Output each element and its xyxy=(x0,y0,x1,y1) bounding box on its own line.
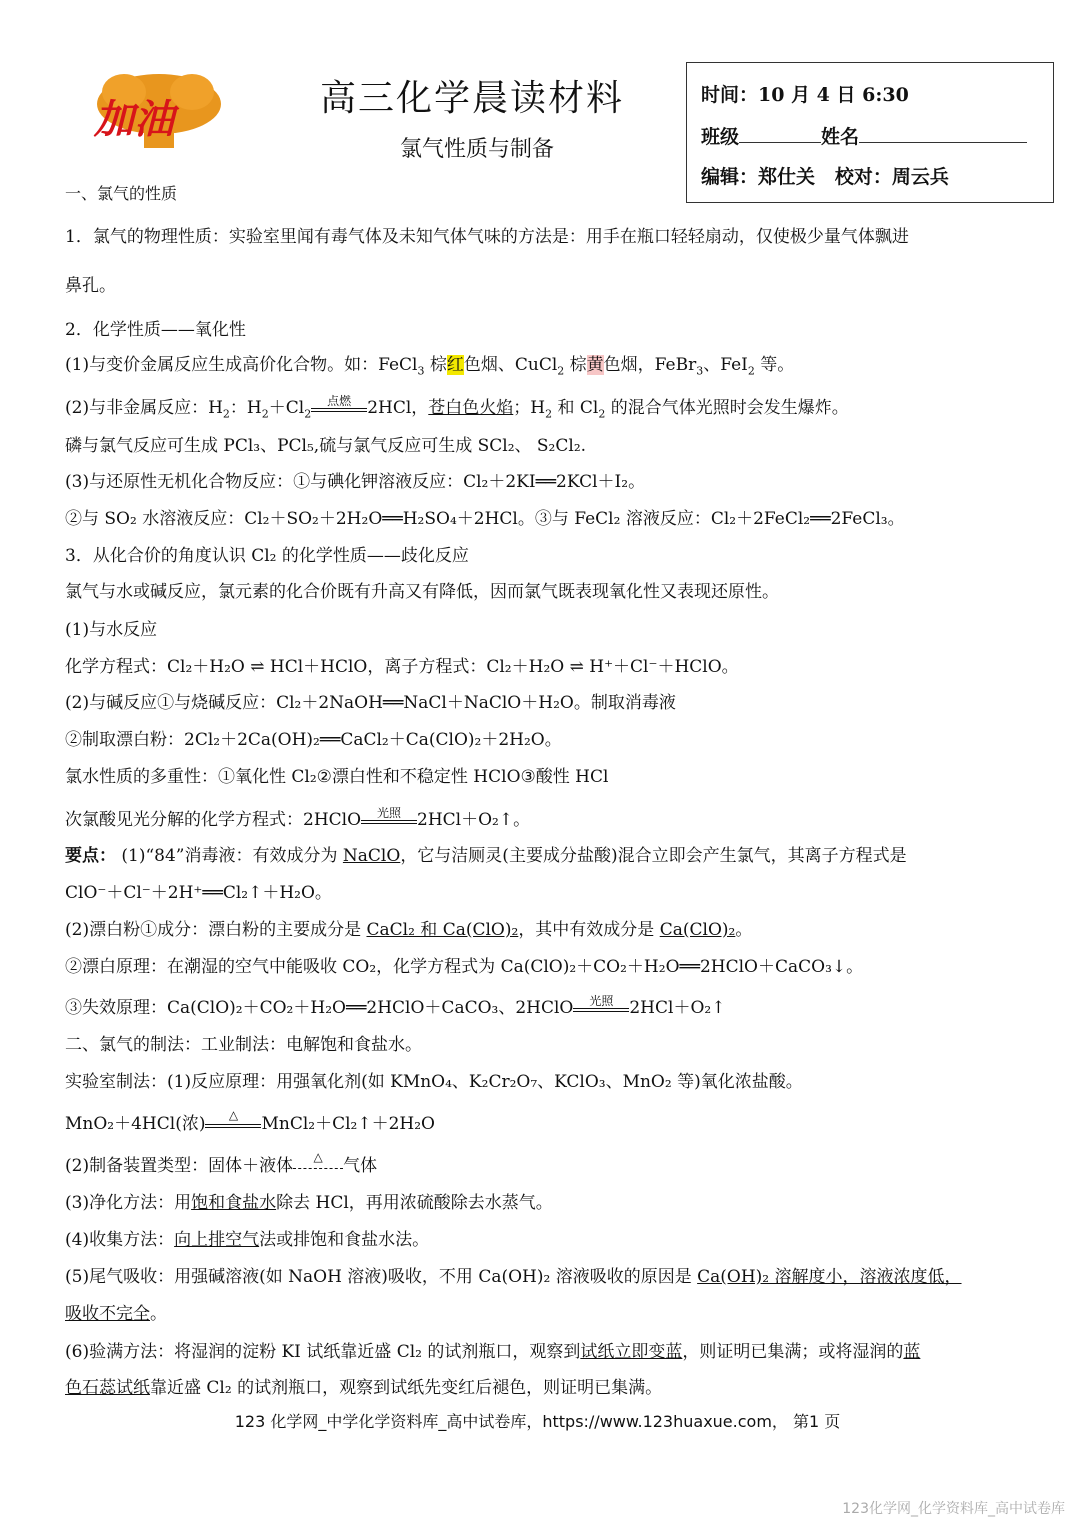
text: (3)净化方法：用 xyxy=(65,1193,192,1213)
text: MnCl₂＋Cl₂↑＋2H₂O xyxy=(261,1114,435,1134)
condition: 光照 xyxy=(589,993,614,1008)
paragraph xyxy=(65,1151,377,1176)
paragraph xyxy=(65,1337,920,1362)
paragraph: 实验室制法：(1)反应原理：用强氧化剂(如 KMnO₄、K₂Cr₂O₇、KClO₃、MnO₂ 等)氧化浓盐酸。 xyxy=(65,1072,803,1092)
highlight: 红 xyxy=(446,355,464,375)
text: (2)与非金属反应：H xyxy=(65,398,223,418)
underlined-text: CaCl₂ 和 Ca(ClO)₂ xyxy=(366,920,519,940)
time-label: 时间： xyxy=(701,84,759,106)
text: 色烟、CuCl xyxy=(463,355,558,375)
editor-row xyxy=(701,157,1039,198)
text: 靠近盛 Cl₂ 的试剂瓶口，观察到试纸先变红后褪色，则证明已集满。 xyxy=(150,1378,663,1398)
text: 2HCl， xyxy=(367,398,429,418)
reaction-arrow xyxy=(293,1150,343,1169)
paragraph: 鼻孔。 xyxy=(65,276,116,296)
watermark: 123化学网_化学资料库_高中试卷库 xyxy=(842,1501,1065,1517)
condition: △ xyxy=(228,1107,239,1122)
paragraph: 磷与氯气反应可生成 PCl₃、PCl₅,硫与氯气反应可生成 SCl₂、 S₂Cl₂. xyxy=(65,436,587,456)
text: 2HCl＋O₂↑。 xyxy=(417,810,531,830)
text: 次氯酸见光分解的化学方程式：2HClO xyxy=(65,810,362,830)
paragraph: (2)与碱反应①与烧碱反应：Cl₂＋2NaOH══NaCl＋NaClO＋H₂O。制取消毒液 xyxy=(65,693,676,713)
text: (4)收集方法： xyxy=(65,1230,175,1250)
condition: △ xyxy=(313,1150,323,1164)
paragraph xyxy=(65,1262,962,1287)
page-footer: 123 化学网_中学化学资料库_高中试卷库，https://www.123huaxue.com， 第1 页 xyxy=(234,1412,841,1431)
paragraph: 化学方程式：Cl₂＋H₂O ⇌ HCl＋HClO，离子方程式：Cl₂＋H₂O ⇌ H⁺＋Cl⁻＋HClO。 xyxy=(65,657,739,677)
underlined-text: 色石蕊试纸 xyxy=(65,1378,150,1398)
text: ：H xyxy=(229,398,262,418)
text: 的混合气体光照时会发生爆炸。 xyxy=(605,398,849,418)
paragraph xyxy=(65,1299,167,1324)
page-title: 高三化学晨读材料 xyxy=(320,78,625,119)
class-blank xyxy=(739,116,821,143)
condition: 光照 xyxy=(377,805,402,820)
text: ，则证明已集满；或将湿润的 xyxy=(682,1342,904,1362)
text: ，其中有效成分是 xyxy=(518,920,660,940)
reaction-arrow xyxy=(205,1107,261,1128)
paragraph xyxy=(65,805,530,830)
underlined-text: 试纸立即变蓝 xyxy=(580,1342,683,1362)
reaction-arrow xyxy=(361,805,417,824)
underlined-text: 向上排空气 xyxy=(174,1230,260,1250)
reaction-arrow xyxy=(573,993,629,1012)
text: 气体 xyxy=(343,1156,378,1176)
underlined-text: 饱和食盐水 xyxy=(191,1193,277,1213)
underlined-text: 苍白色火焰 xyxy=(428,398,514,418)
text: (6)验满方法：将湿润的淀粉 KI 试纸靠近盛 Cl₂ 的试剂瓶口，观察到 xyxy=(65,1342,581,1362)
text: 2HCl＋O₂↑ xyxy=(629,998,726,1018)
text: ，它与洁厕灵(主要成分盐酸)混合立即会产生氯气，其离子方程式是 xyxy=(400,846,907,866)
text: ；H xyxy=(513,398,546,418)
paragraph xyxy=(65,915,752,940)
paragraph: 氯气与水或碱反应，氯元素的化合价既有升高又有降低，因而氯气既表现氧化性又表现还原性。 xyxy=(65,582,779,602)
info-box xyxy=(686,62,1054,203)
paragraph: ClO⁻＋Cl⁻＋2H⁺══Cl₂↑＋H₂O。 xyxy=(65,883,332,903)
paragraph xyxy=(65,841,907,866)
paragraph xyxy=(65,993,725,1018)
paragraph: ②漂白原理：在潮湿的空气中能吸收 CO₂，化学方程式为 Ca(ClO)₂＋CO₂＋H₂O══2HClO＋CaCO₃↓。 xyxy=(65,957,864,977)
text: (5)尾气吸收：用强碱溶液(如 NaOH 溶液)吸收，不用 Ca(OH)₂ 溶液吸收的原因是 xyxy=(65,1267,698,1287)
text: 。 xyxy=(735,920,753,940)
text: 棕 xyxy=(564,355,587,375)
class-name-row xyxy=(701,116,1039,157)
underlined-text: 蓝 xyxy=(903,1342,921,1362)
paragraph: (1)与变价金属反应生成高价化合物。如：FeCl$_3$ 棕红色烟、CuCl$_2$ 棕黄色烟，FeBr$_3$、FeI$_2$ 等。 xyxy=(65,355,795,378)
key-label: 要点： xyxy=(65,846,116,866)
paragraph: (1)与水反应 xyxy=(65,620,158,640)
underlined-text: NaClO xyxy=(342,846,401,866)
text: (2)漂白粉①成分：漂白粉的主要成分是 xyxy=(65,920,367,940)
paragraph xyxy=(65,1109,435,1134)
highlight: 黄 xyxy=(586,355,604,375)
text: 棕 xyxy=(424,355,447,375)
proofreader: 校对：周云兵 xyxy=(834,166,949,188)
text: 等。 xyxy=(754,355,795,375)
text: 色烟，FeBr xyxy=(603,355,697,375)
name-blank xyxy=(859,116,1027,143)
class-label: 班级 xyxy=(701,126,740,148)
time-row xyxy=(701,75,1039,116)
text: (1)与变价金属反应生成高价化合物。如：FeCl xyxy=(65,355,418,375)
paragraph: 3．从化合价的角度认识 Cl₂ 的化学性质——歧化反应 xyxy=(65,546,469,566)
paragraph: (2)与非金属反应：$H_2$：$H_2+Cl_2$ 点燃 2HCl，苍白色火焰；$H_2$ 和 $Cl_2$ 的混合气体光照时会发生爆炸。 xyxy=(65,393,849,421)
paragraph xyxy=(65,1188,553,1213)
underlined-text: Ca(OH)₂ 溶解度小，溶液浓度低， xyxy=(697,1267,962,1287)
text: 、FeI xyxy=(703,355,748,375)
paragraph: 氯水性质的多重性：①氧化性 Cl₂②漂白性和不稳定性 HClO③酸性 HCl xyxy=(65,767,609,787)
editor: 编辑：郑仕关 xyxy=(701,166,816,188)
section-heading: 一、氯气的性质 xyxy=(65,184,178,203)
section-heading: 二、氯气的制法：工业制法：电解饱和食盐水。 xyxy=(65,1035,422,1055)
logo-text: 加油 xyxy=(94,97,174,143)
text: 除去 HCl，再用浓硫酸除去水蒸气。 xyxy=(276,1193,553,1213)
text: ③失效原理：Ca(ClO)₂＋CO₂＋H₂O══2HClO＋CaCO₃、2HClO xyxy=(65,998,574,1018)
paragraph: ②与 SO₂ 水溶液反应：Cl₂＋SO₂＋2H₂O══H₂SO₄＋2HCl。③与 FeCl₂ 溶液反应：Cl₂＋2FeCl₂══2FeCl₃。 xyxy=(65,509,905,529)
paragraph xyxy=(65,1373,662,1398)
time-value: 10 月 4 日 6:30 xyxy=(758,84,909,106)
logo xyxy=(84,70,234,150)
reaction-arrow xyxy=(311,393,367,412)
text: 法或排饱和食盐水法。 xyxy=(259,1230,430,1250)
text: MnO₂＋4HCl(浓) xyxy=(65,1114,206,1134)
paragraph: 2．化学性质——氧化性 xyxy=(65,320,246,340)
paragraph xyxy=(65,1225,429,1250)
underlined-text: 吸收不完全 xyxy=(65,1304,150,1324)
page-subtitle: 氯气性质与制备 xyxy=(400,137,555,162)
paragraph: 1．氯气的物理性质：实验室里闻有毒气体及未知气体气味的方法是：用手在瓶口轻轻扇动，仅使极少量气体飘进 xyxy=(65,227,909,247)
name-label: 姓名 xyxy=(821,126,860,148)
paragraph: ②制取漂白粉：2Cl₂＋2Ca(OH)₂══CaCl₂＋Ca(ClO)₂＋2H₂O。 xyxy=(65,730,562,750)
paragraph: (3)与还原性无机化合物反应：①与碘化钾溶液反应：Cl₂＋2KI══2KCl＋I₂。 xyxy=(65,472,646,492)
text: (2)制备装置类型：固体＋液体 xyxy=(65,1156,294,1176)
text: ＋Cl xyxy=(268,398,305,418)
underlined-text: Ca(ClO)₂ xyxy=(659,920,736,940)
text: 。 xyxy=(150,1304,167,1324)
text: 和 Cl xyxy=(552,398,599,418)
text: (1)“84”消毒液：有效成分为 xyxy=(116,846,343,866)
condition: 点燃 xyxy=(327,393,352,408)
